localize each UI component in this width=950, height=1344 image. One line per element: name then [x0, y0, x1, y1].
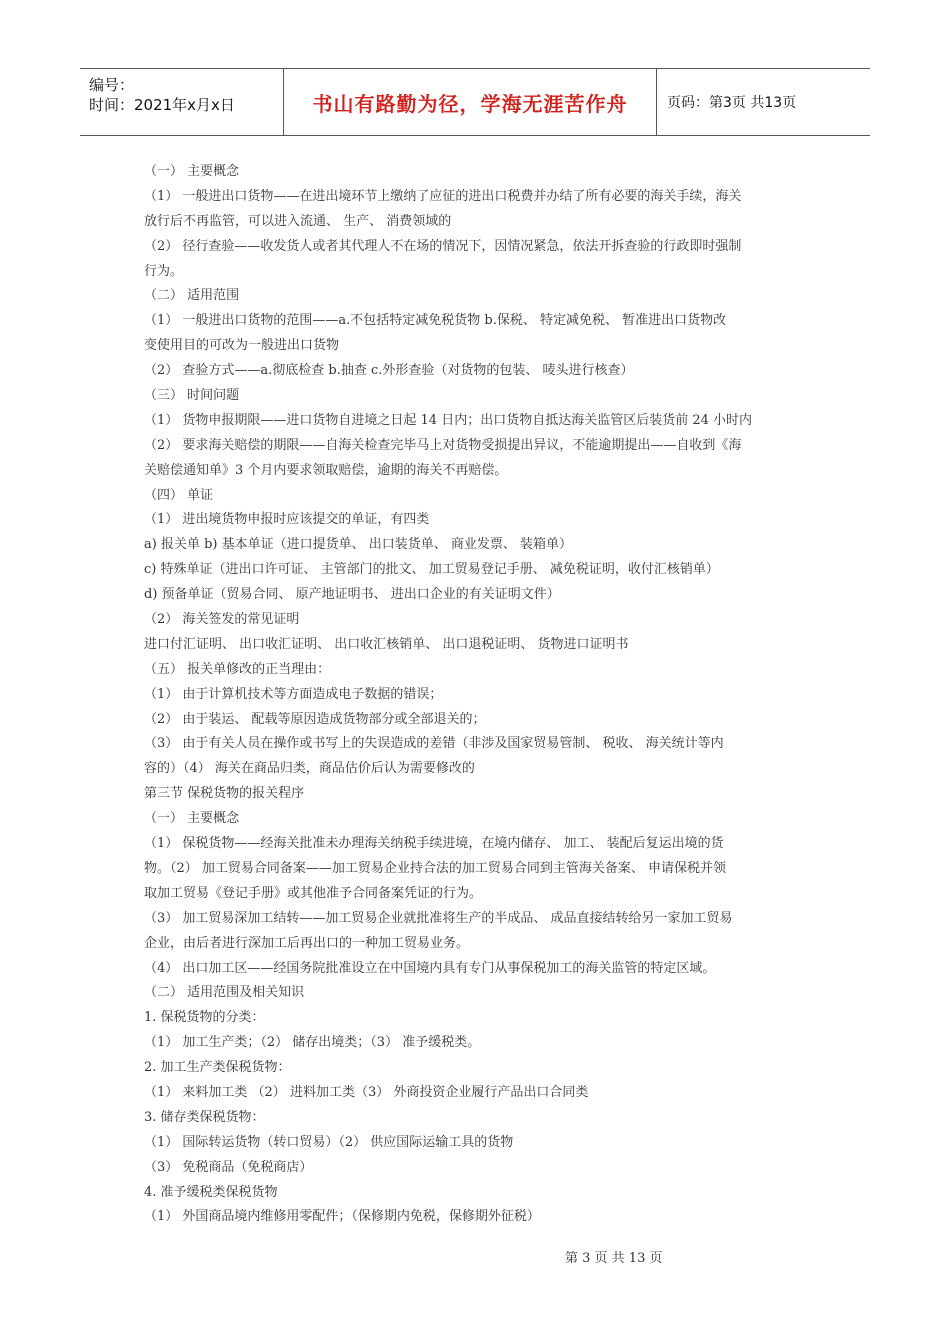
- body-line: （3） 免税商品（免税商店）: [144, 1159, 313, 1175]
- body-line: （4） 出口加工区——经国务院批准设立在中国境内具有专门从事保税加工的海关监管的特定区域。: [144, 960, 716, 976]
- header-page-info: 页码：第3页 共13页: [667, 95, 797, 111]
- page-footer: 第 3 页 共 13 页: [565, 1251, 663, 1266]
- body-line: 2. 加工生产类保税货物：: [144, 1060, 291, 1076]
- body-line: （1） 由于计算机技术等方面造成电子数据的错误；: [144, 686, 443, 702]
- body-line: （四） 单证: [144, 487, 214, 503]
- body-line: （3） 由于有关人员在操作或书写上的失误造成的差错（非涉及国家贸易管制、 税收、 海关统计等内: [144, 736, 724, 752]
- body-line: （3） 加工贸易深加工结转——加工贸易企业就批准将生产的半成品、 成品直接结转给另一家加工贸易: [144, 910, 733, 926]
- body-line: （二） 适用范围: [144, 288, 240, 304]
- body-line: d) 预备单证（贸易合同、 原产地证明书、 进出口企业的有关证明文件）: [144, 587, 560, 603]
- document-number-label: 编号：: [89, 76, 135, 94]
- body-line: （2） 海关签发的常见证明: [144, 612, 300, 628]
- body-line: 企业，由后者进行深加工后再出口的一种加工贸易业务。: [144, 935, 470, 951]
- body-line: （1） 国际转运货物（转口贸易）（2） 供应国际运输工具的货物: [144, 1134, 514, 1150]
- body-line: （一） 主要概念: [144, 164, 240, 179]
- body-line: 容的）（4） 海关在商品归类，商品估价后认为需要修改的: [144, 761, 475, 777]
- body-line: （2） 要求海关赔偿的期限——自海关检查完毕马上对货物受损提出异议，不能逾期提出——自收到《海: [144, 437, 742, 453]
- body-line: 关赔偿通知单》3 个月内要求领取赔偿，逾期的海关不再赔偿。: [144, 462, 508, 478]
- header-meta: [80, 69, 283, 135]
- body-line: 取加工贸易《登记手册》或其他准予合同备案凭证的行为。: [144, 885, 483, 901]
- body-line: （2） 径行查验——收发货人或者其代理人不在场的情况下，因情况紧急，依法开拆查验的行政即时强制: [144, 238, 742, 254]
- body-line: 4. 准予缓税类保税货物: [144, 1184, 278, 1200]
- body-line: （1） 一般进出口货物的范围——a.不包括特定减免税货物 b.保税、 特定减免税、 暂准进出口货物改: [144, 313, 727, 329]
- document-body: [144, 160, 812, 1230]
- body-line: （1） 加工生产类；（2） 储存出境类；（3） 准予缓税类。: [144, 1035, 481, 1051]
- body-line: （1） 一般进出口货物——在进出境环节上缴纳了应征的进出口税费并办结了所有必要的海关手续，海关: [144, 188, 742, 204]
- body-line: 行为。: [144, 263, 184, 279]
- body-line: 物。（2） 加工贸易合同备案——加工贸易企业持合法的加工贸易合同到主管海关备案、 申请保税并领: [144, 860, 727, 876]
- body-line: （1） 来料加工类 （2） 进料加工类（3） 外商投资企业履行产品出口合同类: [144, 1084, 589, 1100]
- body-line: （1） 进出境货物申报时应该提交的单证，有四类: [144, 512, 430, 528]
- body-line: 1. 保税货物的分类：: [144, 1010, 265, 1026]
- body-line: （1） 货物申报期限——进口货物自进境之日起 14 日内；出口货物自抵达海关监管区后装货前 24 小时内: [144, 412, 753, 428]
- body-line: （2） 查验方式——a.彻底检查 b.抽查 c.外形查验（对货物的包装、 唛头进行核查）: [144, 363, 634, 379]
- body-line: 变使用目的可改为一般进出口货物: [144, 338, 340, 354]
- body-line: （二） 适用范围及相关知识: [144, 985, 305, 1001]
- body-line: 放行后不再监管，可以进入流通、 生产、 消费领域的: [144, 213, 452, 229]
- body-line: （五） 报关单修改的正当理由：: [144, 661, 331, 677]
- document-time: 时间：2021年x月x日: [89, 96, 235, 114]
- body-line: （1） 保税货物——经海关批准未办理海关纳税手续进境，在境内储存、 加工、 装配后复运出境的货: [144, 836, 724, 852]
- body-line: （2） 由于装运、 配载等原因造成货物部分或全部退关的；: [144, 711, 486, 727]
- body-line: 进口付汇证明、 出口收汇证明、 出口收汇核销单、 出口退税证明、 货物进口证明书: [144, 636, 629, 652]
- body-line: a) 报关单 b) 基本单证（进口提货单、 出口装货单、 商业发票、 装箱单）: [144, 537, 573, 553]
- body-line: （三） 时间问题: [144, 388, 240, 404]
- body-line: （1） 外国商品境内维修用零配件；（保修期内免税，保修期外征税）: [144, 1209, 540, 1225]
- page-header: [80, 68, 870, 136]
- body-line: 3. 储存类保税货物：: [144, 1109, 265, 1125]
- body-line: （一） 主要概念: [144, 811, 240, 827]
- body-line: c) 特殊单证（进出口许可证、 主管部门的批文、 加工贸易登记手册、 减免税证明，收付汇核销单）: [144, 562, 719, 578]
- body-line: 第三节 保税货物的报关程序: [144, 786, 305, 802]
- header-motto: 书山有路勤为径，学海无涯苦作舟: [283, 69, 657, 135]
